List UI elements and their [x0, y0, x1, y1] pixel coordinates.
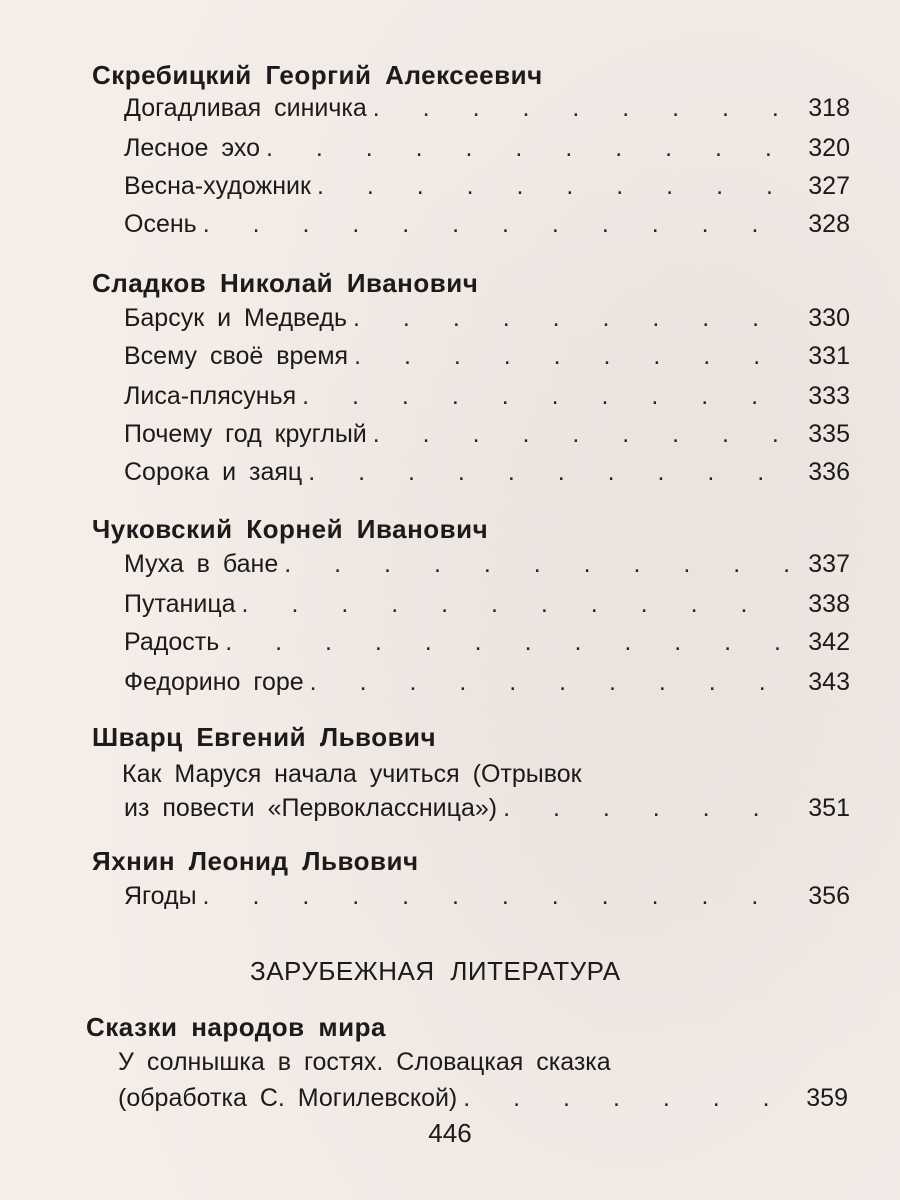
page-number: 446	[428, 1118, 472, 1148]
author-heading: Сказки народов мира	[86, 1012, 386, 1042]
dot-leader	[353, 304, 792, 333]
toc-entry	[124, 172, 850, 210]
toc-entry	[124, 628, 850, 666]
entry-title: Лесное эхо	[124, 134, 260, 162]
entry-page-number: 338	[808, 590, 850, 618]
entry-title: Ягоды	[124, 882, 197, 910]
entry-page-number: 318	[808, 94, 850, 122]
entry-title: Путаница	[124, 590, 236, 618]
dot-leader	[284, 550, 792, 579]
dot-leader	[308, 458, 792, 487]
dot-leader	[310, 668, 792, 697]
dot-leader	[242, 590, 792, 619]
entry-title: Муха в бане	[124, 550, 279, 578]
entry-page-number: 327	[808, 172, 850, 200]
dot-leader	[203, 210, 792, 239]
entry-title: Осень	[124, 210, 197, 238]
dot-leader	[373, 94, 792, 123]
entry-page-number: 356	[808, 882, 850, 910]
toc-entry	[124, 94, 850, 132]
entry-title: (обработка С. Могилевской)	[118, 1084, 458, 1112]
dot-leader	[203, 882, 792, 911]
entry-page-number: 328	[808, 210, 850, 238]
entry-page-number: 336	[808, 458, 850, 486]
entry-title: Лиса-плясунья	[124, 382, 297, 410]
dot-leader	[317, 172, 792, 201]
dot-leader	[354, 342, 792, 371]
toc-entry	[124, 342, 850, 380]
toc-entry	[118, 1084, 848, 1122]
entry-title-line: Как Маруся начала учиться (Отрывок	[122, 760, 582, 788]
toc-entry	[124, 794, 850, 832]
toc-entry	[124, 458, 850, 496]
entry-title: Догадливая синичка	[124, 94, 367, 122]
entry-title: Весна-художник	[124, 172, 311, 200]
entry-page-number: 335	[808, 420, 850, 448]
toc-entry	[124, 304, 850, 342]
author-heading: Яхнин Леонид Львович	[92, 846, 419, 876]
entry-page-number: 337	[808, 550, 850, 578]
entry-title: Сорока и заяц	[124, 458, 303, 486]
dot-leader	[503, 794, 792, 823]
entry-page-number: 333	[808, 382, 850, 410]
entry-page-number: 320	[808, 134, 850, 162]
entry-page-number: 351	[808, 794, 850, 822]
entry-page-number: 331	[808, 342, 850, 370]
section-heading: ЗАРУБЕЖНАЯ ЛИТЕРАТУРА	[250, 956, 621, 986]
entry-page-number: 343	[808, 668, 850, 696]
entry-page-number: 342	[808, 628, 850, 656]
toc-entry	[124, 382, 850, 420]
author-heading: Шварц Евгений Львович	[92, 722, 437, 752]
dot-leader	[373, 420, 792, 449]
toc-entry	[124, 590, 850, 628]
toc-entry	[124, 210, 850, 248]
toc-entry	[124, 420, 850, 458]
author-heading: Чуковский Корней Иванович	[92, 514, 489, 544]
toc-entry	[124, 134, 850, 172]
entry-page-number: 330	[808, 304, 850, 332]
toc-entry	[124, 550, 850, 588]
author-heading: Скребицкий Георгий Алексеевич	[92, 60, 543, 90]
entry-page-number: 359	[806, 1084, 848, 1112]
dot-leader	[225, 628, 792, 657]
entry-title: Барсук и Медведь	[124, 304, 348, 332]
dot-leader	[463, 1084, 790, 1113]
toc-entry	[124, 882, 850, 920]
author-heading: Сладков Николай Иванович	[92, 268, 479, 298]
entry-title: Всему своё время	[124, 342, 349, 370]
dot-leader	[302, 382, 792, 411]
dot-leader	[266, 134, 792, 163]
toc-entry	[124, 668, 850, 706]
entry-title: Федорино горе	[124, 668, 304, 696]
entry-title: Почему год круглый	[124, 420, 367, 448]
entry-title: Радость	[124, 628, 220, 656]
entry-title-line: У солнышка в гостях. Словацкая сказка	[118, 1048, 611, 1076]
entry-title: из повести «Первоклассница»)	[124, 794, 498, 822]
